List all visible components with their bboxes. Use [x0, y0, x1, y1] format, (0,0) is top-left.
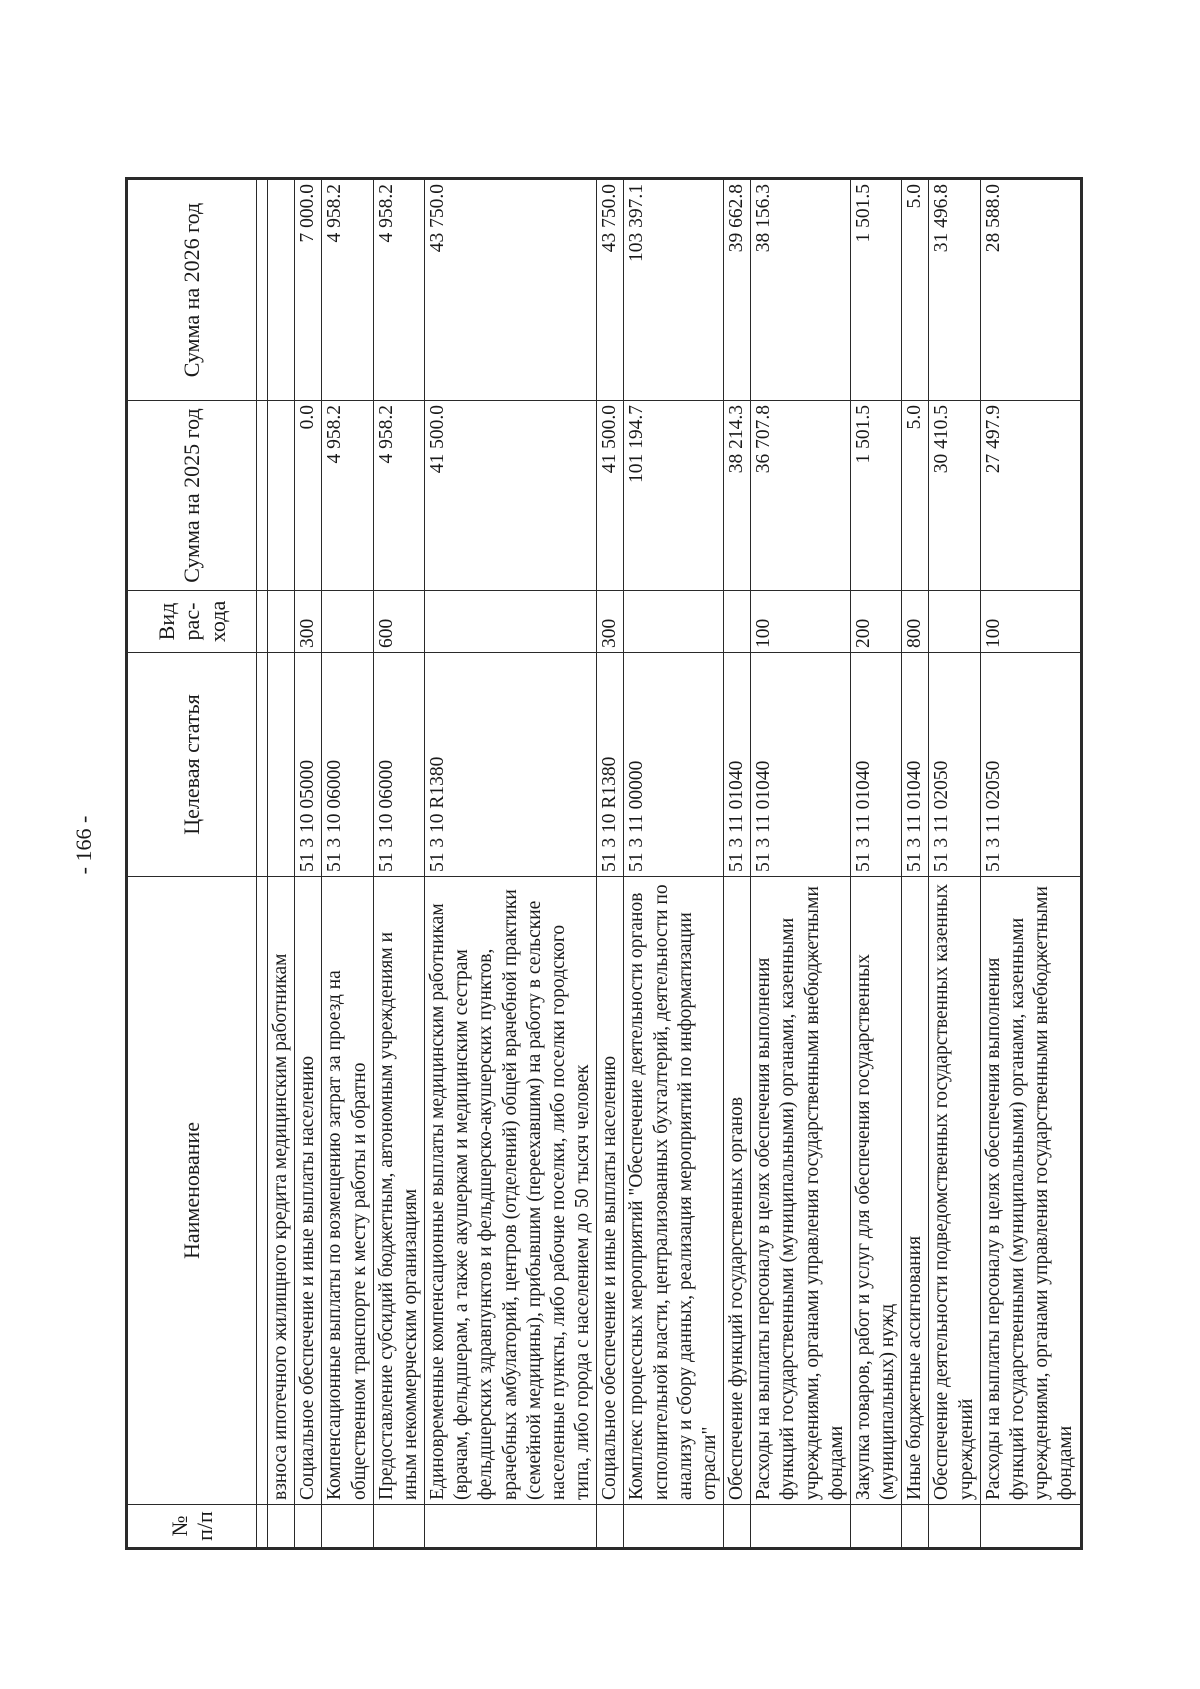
row-num — [257, 1505, 268, 1549]
row-num — [980, 1505, 1081, 1549]
row-num — [902, 1505, 929, 1549]
row-amount-2025: 5.0 — [902, 401, 929, 591]
row-amount-2026: 4 958.2 — [373, 179, 424, 401]
row-amount-2026: 28 588.0 — [980, 179, 1081, 401]
row-code: 51 3 10 06000 — [322, 653, 373, 877]
table-row — [295, 179, 322, 1549]
row-amount-2025: 41 500.0 — [597, 401, 624, 591]
row-name: Социальное обеспечение и иные выплаты населению — [295, 877, 322, 1505]
row-kind: 300 — [295, 591, 322, 653]
table-row — [425, 179, 597, 1549]
row-name — [257, 877, 268, 1505]
rotated-table-wrapper — [125, 180, 1075, 1550]
header-code: Целевая статья — [127, 653, 257, 877]
table-row — [980, 179, 1081, 1549]
row-name: взноса ипотечного жилищного кредита медицинским работникам — [268, 877, 295, 1505]
row-amount-2026: 43 750.0 — [597, 179, 624, 401]
row-name: Расходы на выплаты персоналу в целях обеспечения выполнения функций государственными (муниципальными) органами, казенными учреждениями, органами управления государственными внебюджетными фондами — [751, 877, 851, 1505]
row-kind — [624, 591, 724, 653]
row-amount-2025: 0.0 — [295, 401, 322, 591]
row-amount-2025: 4 958.2 — [373, 401, 424, 591]
row-code: 51 3 11 01040 — [724, 653, 751, 877]
table-row — [751, 179, 851, 1549]
row-name: Иные бюджетные ассигнования — [902, 877, 929, 1505]
row-num — [929, 1505, 980, 1549]
row-name: Единовременные компенсационные выплаты медицинским работникам (врачам, фельдшерам, а также акушеркам и медицинским сестрам фельдшерских здравпунктов и фельдшерско-акушерских пунктов, врачебных амбулаторий, центров (отделений) общей врачебной практики (семейной медицины), прибывшим (переехавшим) на работу в сельские населенные пункты, либо рабочие поселки, либо поселки городского типа, либо города с населением до 50 тысяч человек — [425, 877, 597, 1505]
row-kind — [929, 591, 980, 653]
row-code — [257, 653, 268, 877]
row-amount-2026: 39 662.8 — [724, 179, 751, 401]
row-num — [425, 1505, 597, 1549]
row-kind — [257, 591, 268, 653]
row-name: Компенсационные выплаты по возмещению затрат за проезд на общественном транспорте к месту работы и обратно — [322, 877, 373, 1505]
row-amount-2026 — [257, 179, 268, 401]
row-amount-2025: 4 958.2 — [322, 401, 373, 591]
row-code: 51 3 11 02050 — [929, 653, 980, 877]
row-name: Предоставление субсидий бюджетным, автономным учреждениям и иным некоммерческим организациям — [373, 877, 424, 1505]
header-2025: Сумма на 2025 год — [127, 401, 257, 591]
row-name: Расходы на выплаты персоналу в целях обеспечения выполнения функций государственными (муниципальными) органами, казенными учреждениями, органами управления государственными внебюджетными фондами — [980, 877, 1081, 1505]
row-amount-2025 — [268, 401, 295, 591]
row-kind — [425, 591, 597, 653]
table-row — [929, 179, 980, 1549]
row-amount-2026: 43 750.0 — [425, 179, 597, 401]
table-row — [373, 179, 424, 1549]
row-code: 51 3 11 00000 — [624, 653, 724, 877]
row-amount-2025: 1 501.5 — [850, 401, 901, 591]
table-row — [268, 179, 295, 1549]
row-amount-2026: 38 156.3 — [751, 179, 851, 401]
row-amount-2025: 27 497.9 — [980, 401, 1081, 591]
row-num — [624, 1505, 724, 1549]
row-amount-2025: 38 214.3 — [724, 401, 751, 591]
row-kind: 800 — [902, 591, 929, 653]
row-code: 51 3 10 06000 — [373, 653, 424, 877]
table-row — [597, 179, 624, 1549]
row-code: 51 3 10 05000 — [295, 653, 322, 877]
row-num — [850, 1505, 901, 1549]
row-kind — [322, 591, 373, 653]
row-amount-2025: 30 410.5 — [929, 401, 980, 591]
row-amount-2025 — [257, 401, 268, 591]
row-num — [724, 1505, 751, 1549]
row-kind — [268, 591, 295, 653]
table-row — [724, 179, 751, 1549]
row-amount-2025: 36 707.8 — [751, 401, 851, 591]
row-num — [322, 1505, 373, 1549]
header-2026: Сумма на 2026 год — [127, 179, 257, 401]
row-name: Комплекс процессных мероприятий "Обеспечение деятельности органов исполнительной власти, централизованных бухгалтерий, деятельности по анализу и сбору данных, реализация мероприятий по информатизации отрасли" — [624, 877, 724, 1505]
table-header-row — [127, 179, 257, 1549]
row-amount-2026: 1 501.5 — [850, 179, 901, 401]
header-kind: Вид рас- хода — [127, 591, 257, 653]
row-kind: 200 — [850, 591, 901, 653]
row-kind: 100 — [980, 591, 1081, 653]
budget-table — [125, 177, 1083, 1550]
row-num — [295, 1505, 322, 1549]
table-body — [257, 179, 1082, 1549]
row-code: 51 3 11 01040 — [902, 653, 929, 877]
table-row — [850, 179, 901, 1549]
header-num: № п/п — [127, 1505, 257, 1549]
page-number: - 166 - — [71, 815, 96, 875]
row-code: 51 3 10 R1380 — [597, 653, 624, 877]
row-amount-2026: 5.0 — [902, 179, 929, 401]
row-amount-2025: 101 194.7 — [624, 401, 724, 591]
row-num — [751, 1505, 851, 1549]
row-amount-2026: 4 958.2 — [322, 179, 373, 401]
row-kind: 300 — [597, 591, 624, 653]
row-code — [268, 653, 295, 877]
row-name: Обеспечение деятельности подведомственных государственных казенных учреждений — [929, 877, 980, 1505]
row-amount-2026: 7 000.0 — [295, 179, 322, 401]
row-amount-2026: 31 496.8 — [929, 179, 980, 401]
row-code: 51 3 11 01040 — [850, 653, 901, 877]
table-row — [902, 179, 929, 1549]
row-name: Социальное обеспечение и иные выплаты населению — [597, 877, 624, 1505]
row-name: Закупка товаров, работ и услуг для обеспечения государственных (муниципальных) нужд — [850, 877, 901, 1505]
row-amount-2025: 41 500.0 — [425, 401, 597, 591]
row-kind: 100 — [751, 591, 851, 653]
table-row — [257, 179, 268, 1549]
row-name: Обеспечение функций государственных органов — [724, 877, 751, 1505]
table-row — [624, 179, 724, 1549]
row-kind: 600 — [373, 591, 424, 653]
header-name: Наименование — [127, 877, 257, 1505]
table-row — [322, 179, 373, 1549]
row-num — [268, 1505, 295, 1549]
row-code: 51 3 10 R1380 — [425, 653, 597, 877]
row-code: 51 3 11 01040 — [751, 653, 851, 877]
row-amount-2026: 103 397.1 — [624, 179, 724, 401]
row-amount-2026 — [268, 179, 295, 401]
row-code: 51 3 11 02050 — [980, 653, 1081, 877]
row-num — [373, 1505, 424, 1549]
row-kind — [724, 591, 751, 653]
row-num — [597, 1505, 624, 1549]
